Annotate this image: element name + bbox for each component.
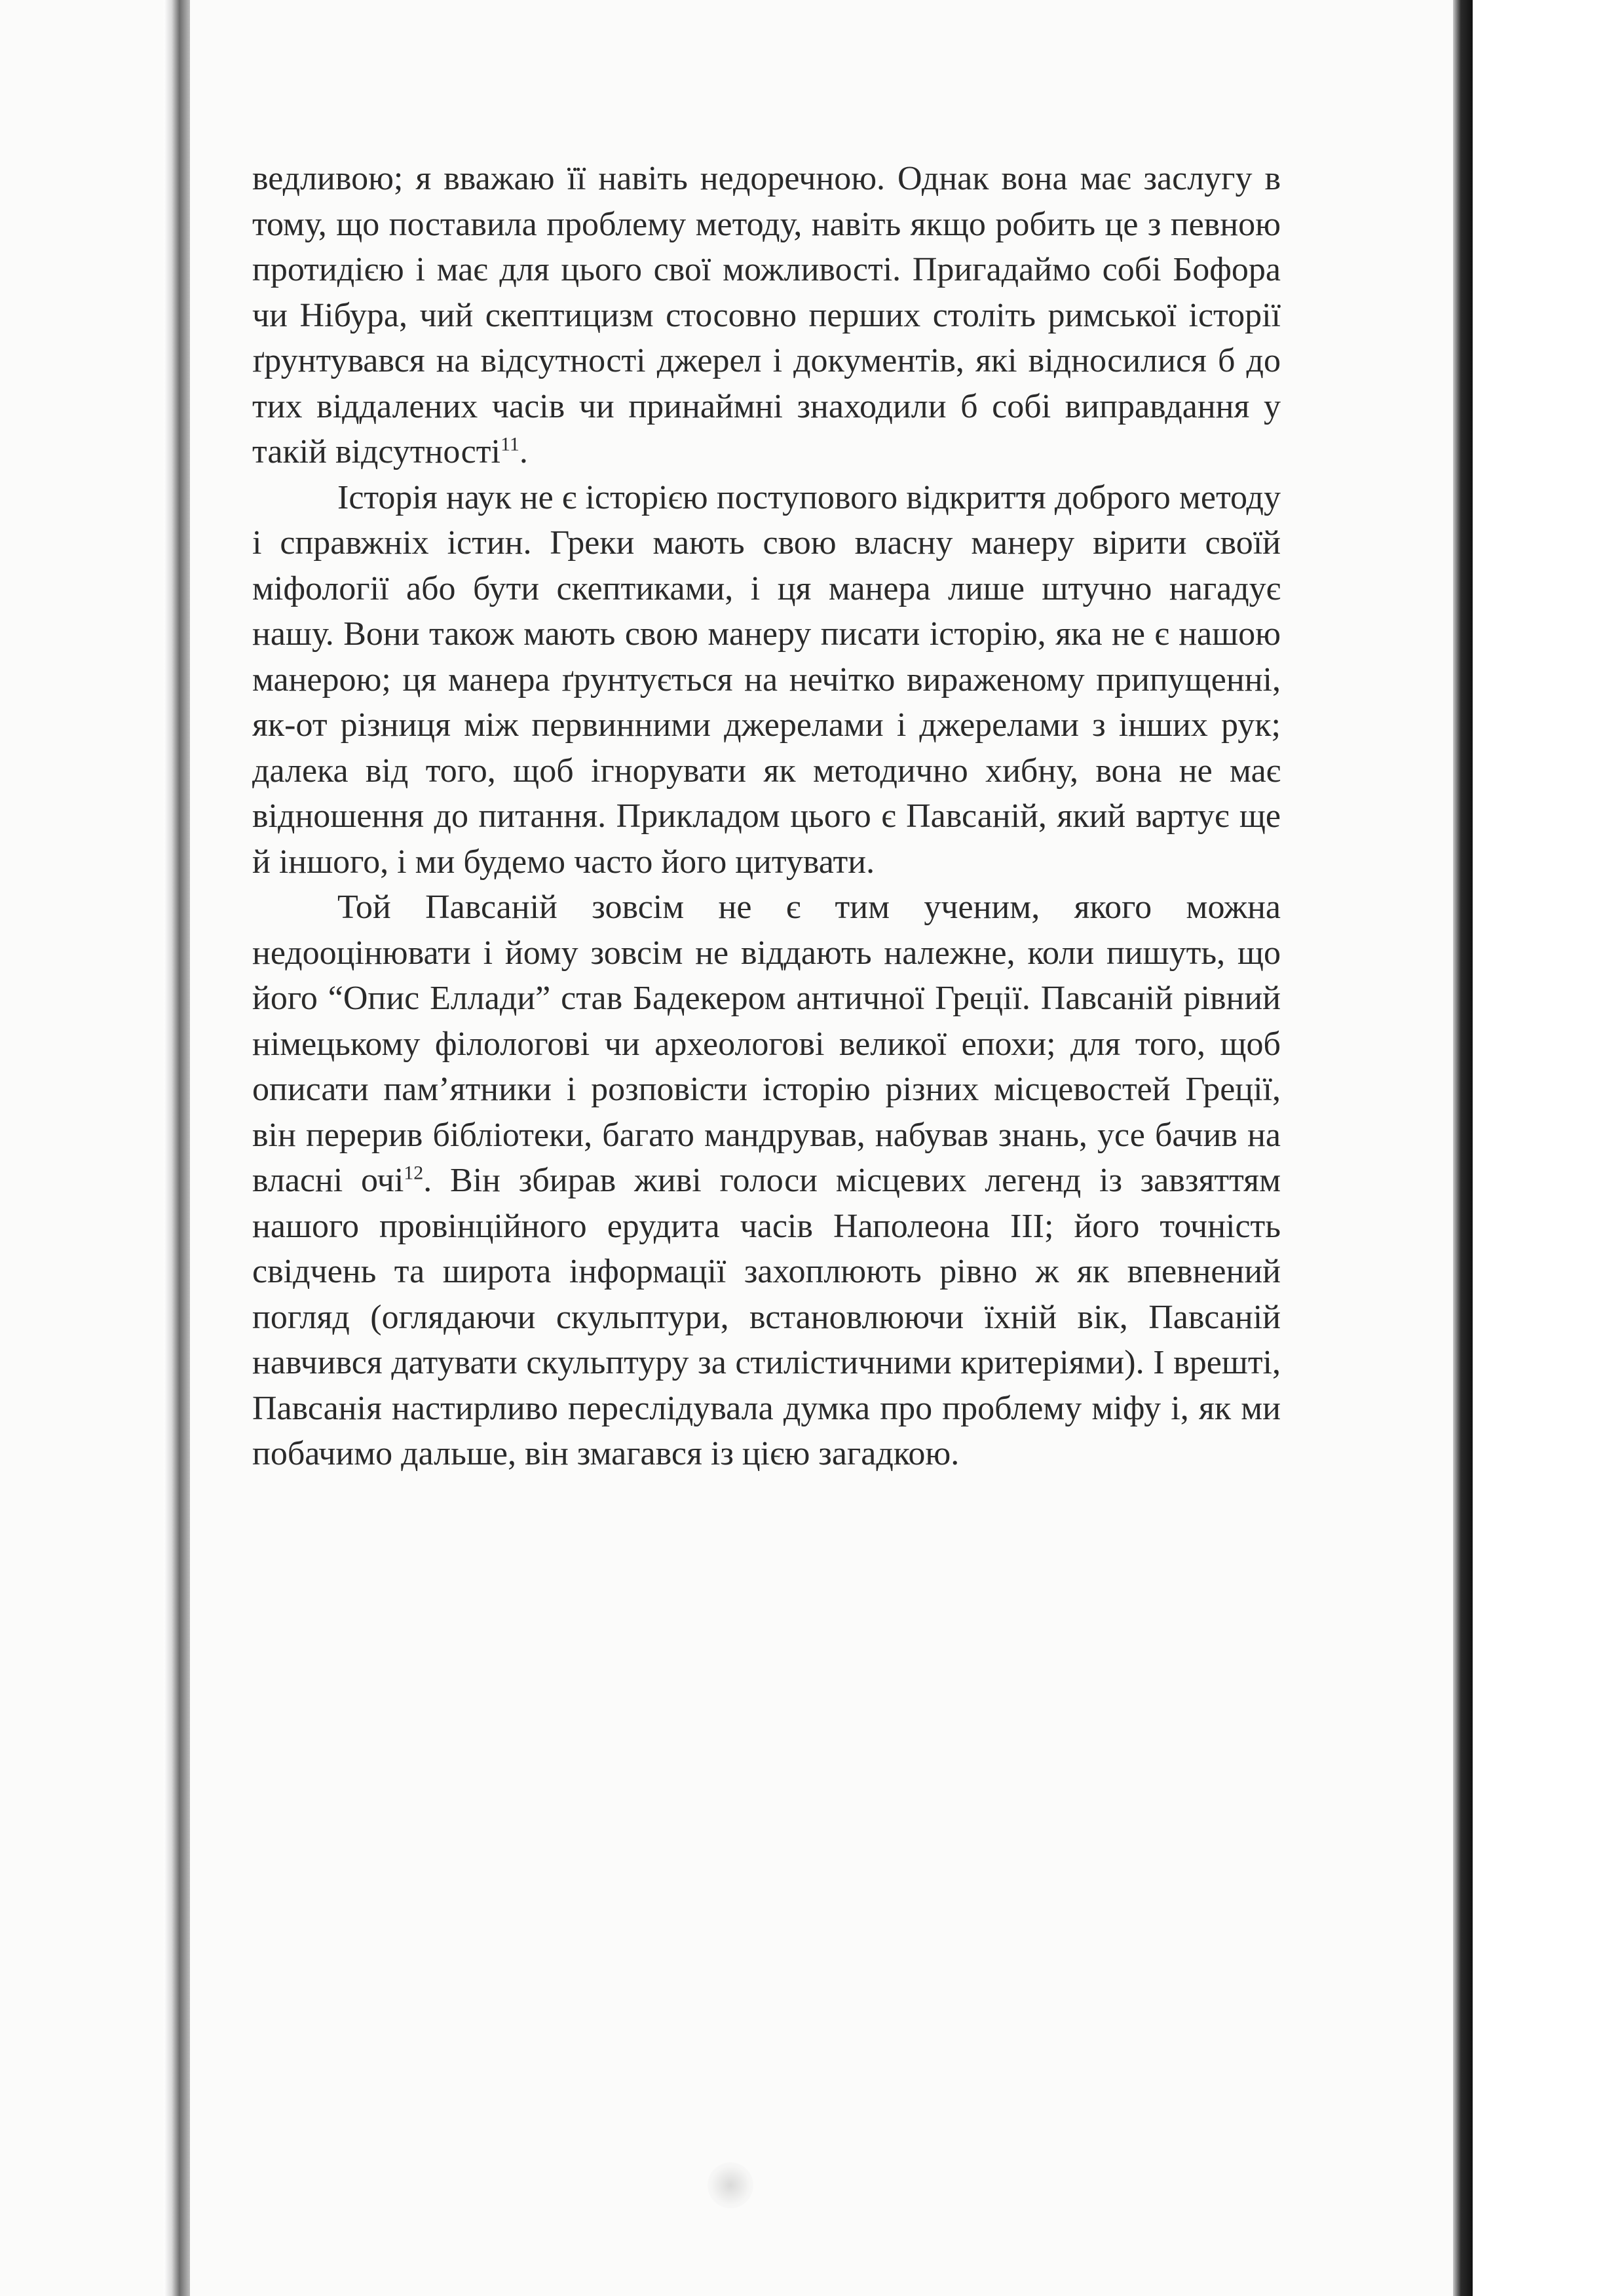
paragraph-3-text-b: . Він збирав живі голоси місцевих легенд із завзяттям нашого провінційного ерудита часів Наполеона ІІІ; його точність свідчень та широта інформації захоплюють рівно ж як впевнений погляд (оглядаючи скульптури, встановлюючи їхній вік, Павсаній навчився датувати скульптуру за стилістичними критеріями). І врешті, Павсанія настирливо переслідувала думка про проблему міфу і, як ми побачимо дальше, він змагався із цією загадкою. bbox=[252, 1162, 1281, 1472]
ink-blot bbox=[708, 2162, 753, 2208]
paragraph-2: Історія наук не є історією поступового відкриття доброго методу і справжніх істин. Греки мають свою власну манеру вірити своїй міфології або бути скептиками, і ця манера лише штучно нагадує нашу. Вони також мають свою манеру писати історію, яка не є нашою манерою; ця манера ґрунтується на нечітко вираженому припущенні, як-от різниця між первинними джерелами і джерелами з інших рук; далека від того, щоб ігнорувати як методично хибну, вона не має відношення до питання. Прикладом цього є Павсаній, який вартує ще й іншого, і ми будемо часто його цитувати. bbox=[252, 478, 1281, 881]
body-text bbox=[252, 156, 1281, 1477]
paragraph-1-end: . bbox=[519, 433, 528, 470]
paragraph-1-text: ведливою; я вважаю її навіть недоречною. Однак вона має заслугу в тому, що поставила проблему методу, навіть якщо робить це з певною протидією і має для цього свої можливості. Пригадаймо собі Бофора чи Нібура, чий скептицизм стосовно перших століть римської історії ґрунтувався на відсутності джерел і документів, які відносилися б до тих віддалених часів чи принаймні знаходили б собі виправдання у такій відсутності bbox=[252, 160, 1281, 470]
footnote-marker-11: 11 bbox=[500, 433, 519, 455]
footnote-marker-12: 12 bbox=[404, 1162, 424, 1184]
page-margin bbox=[1473, 0, 1624, 2296]
spine-shadow bbox=[164, 0, 190, 2296]
paragraph-3 bbox=[252, 885, 1281, 1477]
page-edge-shadow bbox=[1453, 0, 1473, 2296]
paragraph-3-text-a: Той Павсаній зовсім не є тим ученим, якого можна недооцінювати і йому зовсім не віддають належне, коли пишуть, що його “Опис Еллади” став Бадекером античної Греції. Павсаній рівний німецькому філологові чи археологові великої епохи; для того, щоб описати пам’ятники і розповісти історію різних місцевостей Греції, він перерив бібліотеки, багато мандрував, набував знань, усе бачив на власні очі bbox=[252, 889, 1281, 1199]
paragraph-1 bbox=[252, 156, 1281, 475]
